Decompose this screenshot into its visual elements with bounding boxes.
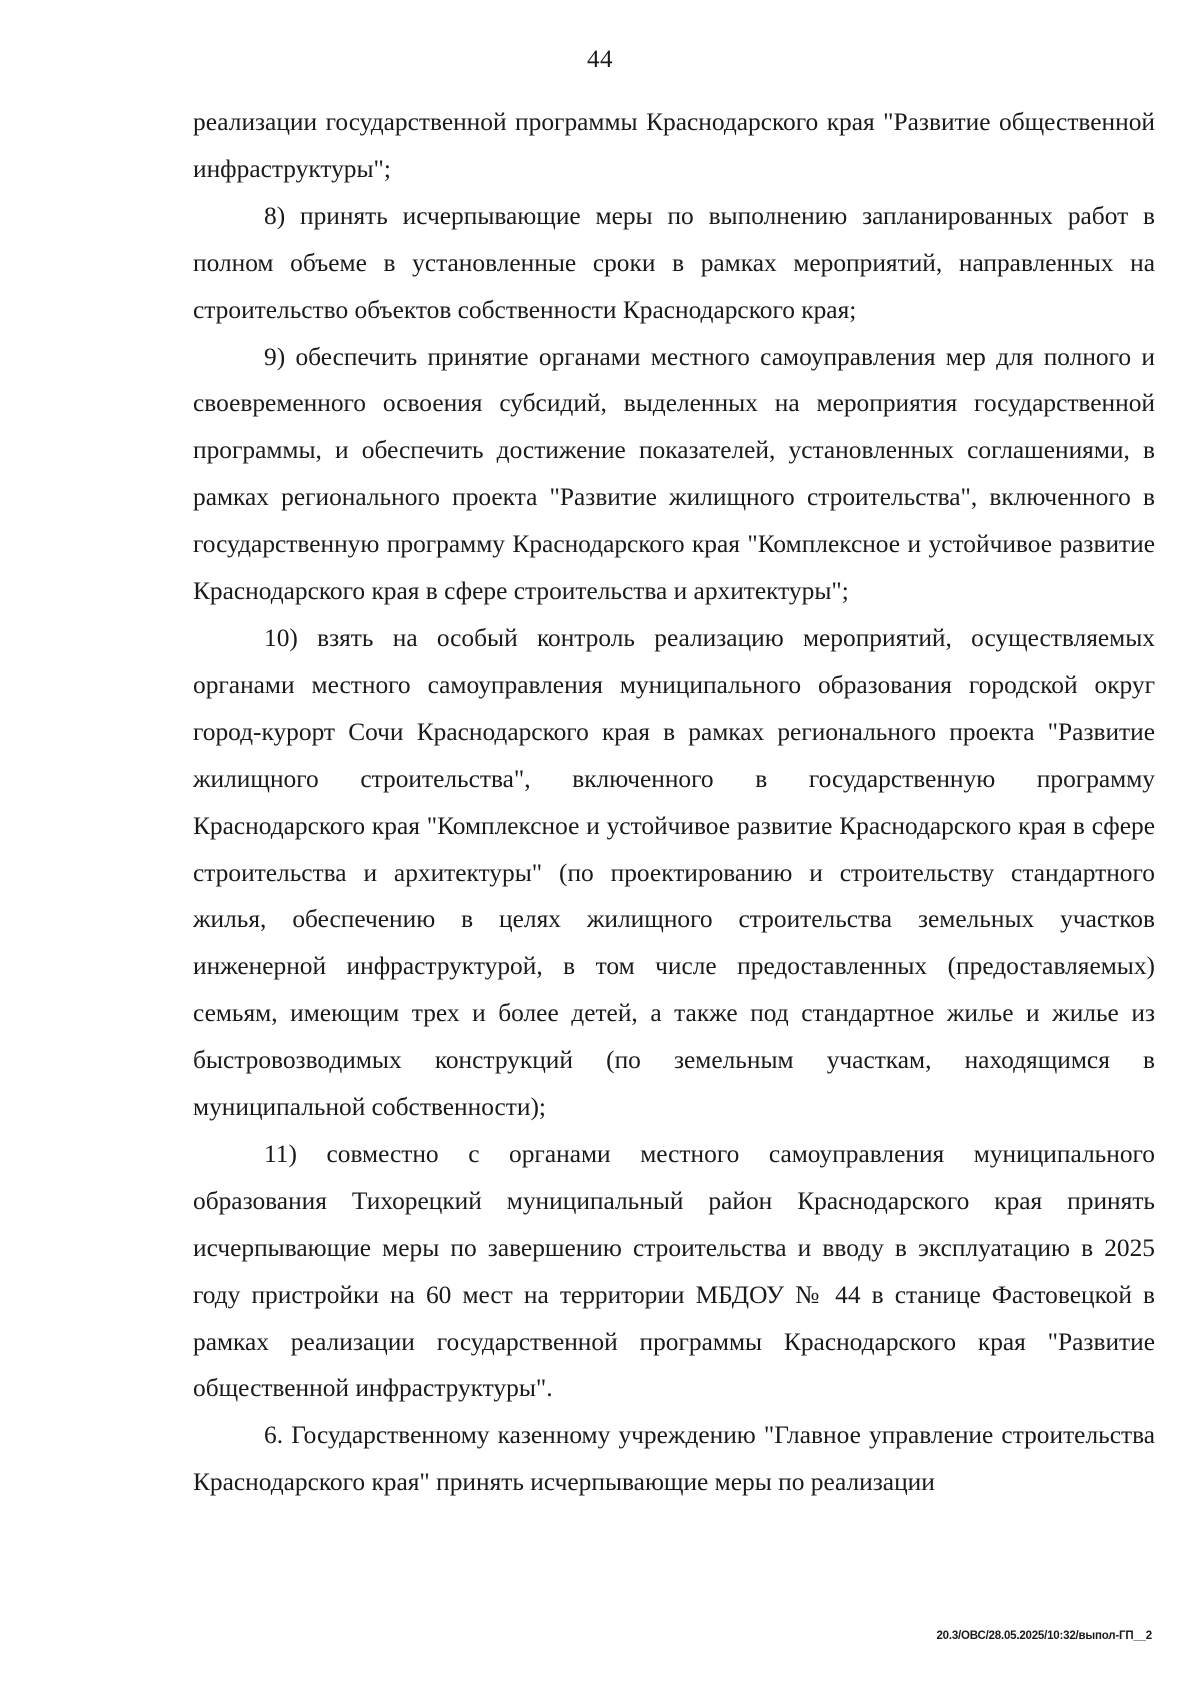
paragraph-item-9: 9) обеспечить принятие органами местного самоуправления мер для полного и своевременного освоения субсидий, выделенных на мероприятия государственной программы, и обеспечить достижение показателей, установленных соглашениями, в рамках регионального проекта "Развитие жилищного строительства", включенного в государственную программу Краснодарского края "Комплексное и устойчивое развитие Краснодарского края в сфере строительства и архитектуры"; — [193, 342, 1155, 606]
paragraph-item-11: 11) совместно с органами местного самоуправления муниципального образования Тихорецкий муниципальный район Краснодарского края принять исчерпывающие меры по завершению строительства и вводу в эксплуатацию в 2025 году пристройки на 60 мест на территории МБДОУ № 44 в станице Фастовецкой в рамках реализации государственной программы Краснодарского края "Развитие общественной инфраструктуры". — [193, 1139, 1155, 1403]
document-footer-code: 20.3/ОВС/28.05.2025/10:32/выпол-ГП__2 — [936, 1630, 1152, 1642]
paragraph-section-6: 6. Государственному казенному учреждению "Главное управление строительства Краснодарского края" принять исчерпывающие меры по реализации — [193, 1421, 1155, 1497]
page-number: 44 — [587, 46, 613, 73]
paragraph-item-10: 10) взять на особый контроль реализацию мероприятий, осуществляемых органами местного самоуправления муниципального образования городской округ город-курорт Сочи Краснодарского края в рамках регионального проекта "Развитие жилищного строительства", включенного в государственную программу Краснодарского края "Комплексное и устойчивое развитие Краснодарского края в сфере строительства и архитектуры" (по проектированию и строительству стандартного жилья, обеспечению в целях жилищного строительства земельных участков инженерной инфраструктурой, в том числе предоставленных (предоставляемых) семьям, имеющим трех и более детей, а также под стандартное жилье и жилье из быстровозводимых конструкций (по земельным участкам, находящимся в муниципальной собственности); — [193, 623, 1155, 1122]
document-body — [193, 99, 1155, 1506]
paragraph-continuation: реализации государственной программы Краснодарского края "Развитие общественной инфраструктуры"; — [193, 108, 1155, 183]
paragraph-item-8: 8) принять исчерпывающие меры по выполнению запланированных работ в полном объеме в установленные сроки в рамках мероприятий, направленных на строительство объектов собственности Краснодарского края; — [193, 201, 1155, 324]
